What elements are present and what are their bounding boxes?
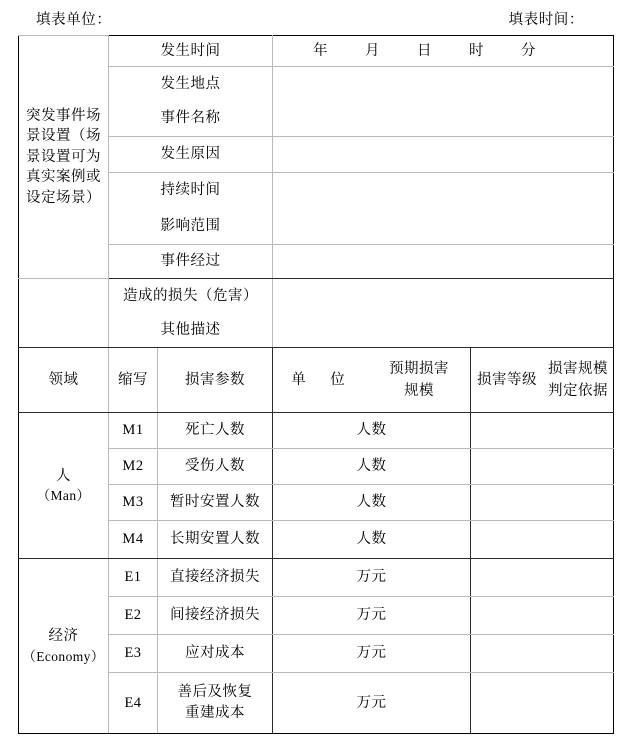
caused-loss-input[interactable] <box>273 279 614 314</box>
parameter-name-e4 <box>158 673 273 734</box>
field-label-duration: 持续时间 <box>109 173 273 209</box>
field-label-impact-scope: 影响范围 <box>109 208 273 245</box>
datetime-unit-minute: 分 <box>521 42 536 59</box>
table-row <box>19 521 614 559</box>
level-and-criteria-e1[interactable] <box>471 559 614 597</box>
level-and-criteria-e3[interactable] <box>471 635 614 673</box>
occur-time-input[interactable] <box>273 36 614 67</box>
scene-label-line: 设定场景） <box>26 189 101 206</box>
parameter-code-e1: E1 <box>109 559 158 597</box>
level-and-criteria-m3[interactable] <box>471 485 614 521</box>
parameter-code-e2: E2 <box>109 597 158 635</box>
parameter-name-m4: 长期安置人数 <box>158 521 273 559</box>
column-header-unit: 单 位 <box>291 371 350 388</box>
column-header-expected-scale-line2: 规模 <box>404 383 434 399</box>
unit-and-scale-m4[interactable]: 人数 <box>273 521 471 559</box>
column-header-level-and-criteria <box>471 348 614 413</box>
field-label-occur-time: 发生时间 <box>109 36 273 67</box>
table-row <box>19 313 614 348</box>
unit-and-scale-m3[interactable]: 人数 <box>273 485 471 521</box>
column-header-abbreviation: 缩写 <box>109 348 158 413</box>
datetime-unit-hour: 时 <box>469 42 484 59</box>
scene-label-line: 景设置（场 <box>26 128 101 145</box>
field-label-event-course: 事件经过 <box>109 245 273 279</box>
table-row <box>19 173 614 209</box>
datetime-unit-month: 月 <box>365 42 380 59</box>
table-row <box>19 208 614 245</box>
level-and-criteria-m4[interactable] <box>471 521 614 559</box>
table-row <box>19 597 614 635</box>
domain-name-en: （Economy） <box>22 648 105 664</box>
spacer-cell-left <box>19 279 109 314</box>
scene-label-line: 突发事件场 <box>26 107 101 124</box>
damage-table-header-row <box>19 348 614 413</box>
scene-label-line: 真实案例或 <box>26 169 101 186</box>
table-row <box>19 559 614 597</box>
cause-input[interactable] <box>273 137 614 173</box>
level-and-criteria-m2[interactable] <box>471 449 614 485</box>
field-label-event-name: 事件名称 <box>109 101 273 137</box>
parameter-name-e2: 间接经济损失 <box>158 597 273 635</box>
table-row <box>19 485 614 521</box>
table-row <box>19 137 614 173</box>
level-and-criteria-m1[interactable] <box>471 413 614 449</box>
datetime-unit-day: 日 <box>417 42 432 59</box>
level-and-criteria-e4[interactable] <box>471 673 614 734</box>
column-header-parameter: 损害参数 <box>158 348 273 413</box>
column-header-expected-scale-line1: 预期损害 <box>389 360 449 377</box>
form-caption-row <box>18 6 613 30</box>
parameter-code-e4: E4 <box>109 673 158 734</box>
unit-and-scale-e4[interactable]: 万元 <box>273 673 471 734</box>
parameter-name-m1: 死亡人数 <box>158 413 273 449</box>
column-header-criteria-line2: 判定依据 <box>548 383 608 399</box>
column-header-unit-and-scale <box>273 348 471 413</box>
field-label-cause: 发生原因 <box>109 137 273 173</box>
unit-and-scale-e2[interactable]: 万元 <box>273 597 471 635</box>
parameter-code-e3: E3 <box>109 635 158 673</box>
occur-place-input[interactable] <box>273 67 614 102</box>
table-row <box>19 673 614 734</box>
column-header-damage-level: 损害等级 <box>477 371 537 388</box>
field-label-other-description: 其他描述 <box>109 313 273 348</box>
table-row <box>19 413 614 449</box>
domain-name-cn: 经济 <box>48 628 79 645</box>
domain-name-cn: 人 <box>56 467 71 484</box>
duration-input[interactable] <box>273 173 614 209</box>
fill-time-label: 填表时间： <box>508 11 584 28</box>
parameter-name-m3: 暂时安置人数 <box>158 485 273 521</box>
column-header-criteria-line1: 损害规模 <box>548 360 608 377</box>
parameter-name-e4-line1: 善后及恢复 <box>177 684 253 701</box>
unit-and-scale-m2[interactable]: 人数 <box>273 449 471 485</box>
parameter-code-m1: M1 <box>109 413 158 449</box>
parameter-code-m4: M4 <box>109 521 158 559</box>
unit-and-scale-e1[interactable]: 万元 <box>273 559 471 597</box>
emergency-damage-form-table <box>18 35 614 734</box>
domain-name-en: （Man） <box>36 488 91 504</box>
table-row <box>19 67 614 102</box>
filler-unit-label: 填表单位： <box>36 11 112 28</box>
table-row <box>19 101 614 137</box>
impact-scope-input[interactable] <box>273 208 614 245</box>
unit-and-scale-m1[interactable]: 人数 <box>273 413 471 449</box>
column-header-domain: 领域 <box>19 348 109 413</box>
table-row <box>19 245 614 279</box>
datetime-unit-year: 年 <box>313 42 328 59</box>
parameter-code-m2: M2 <box>109 449 158 485</box>
level-and-criteria-e2[interactable] <box>471 597 614 635</box>
table-row <box>19 449 614 485</box>
table-row <box>19 279 614 314</box>
parameter-code-m3: M3 <box>109 485 158 521</box>
domain-group-man <box>19 413 109 559</box>
other-description-input[interactable] <box>273 313 614 348</box>
field-label-caused-loss: 造成的损失（危害） <box>109 279 273 314</box>
table-row <box>19 36 614 67</box>
table-row <box>19 635 614 673</box>
parameter-name-e4-line2: 重建成本 <box>185 705 245 721</box>
parameter-name-e1: 直接经济损失 <box>158 559 273 597</box>
scene-setting-label <box>19 36 109 279</box>
parameter-name-e3: 应对成本 <box>158 635 273 673</box>
unit-and-scale-e3[interactable]: 万元 <box>273 635 471 673</box>
event-name-input[interactable] <box>273 101 614 137</box>
event-course-input[interactable] <box>273 245 614 279</box>
domain-group-economy <box>19 559 109 734</box>
parameter-name-m2: 受伤人数 <box>158 449 273 485</box>
scene-label-line: 景设置可为 <box>26 148 101 165</box>
field-label-occur-place: 发生地点 <box>109 67 273 102</box>
spacer-cell-left <box>19 313 109 348</box>
